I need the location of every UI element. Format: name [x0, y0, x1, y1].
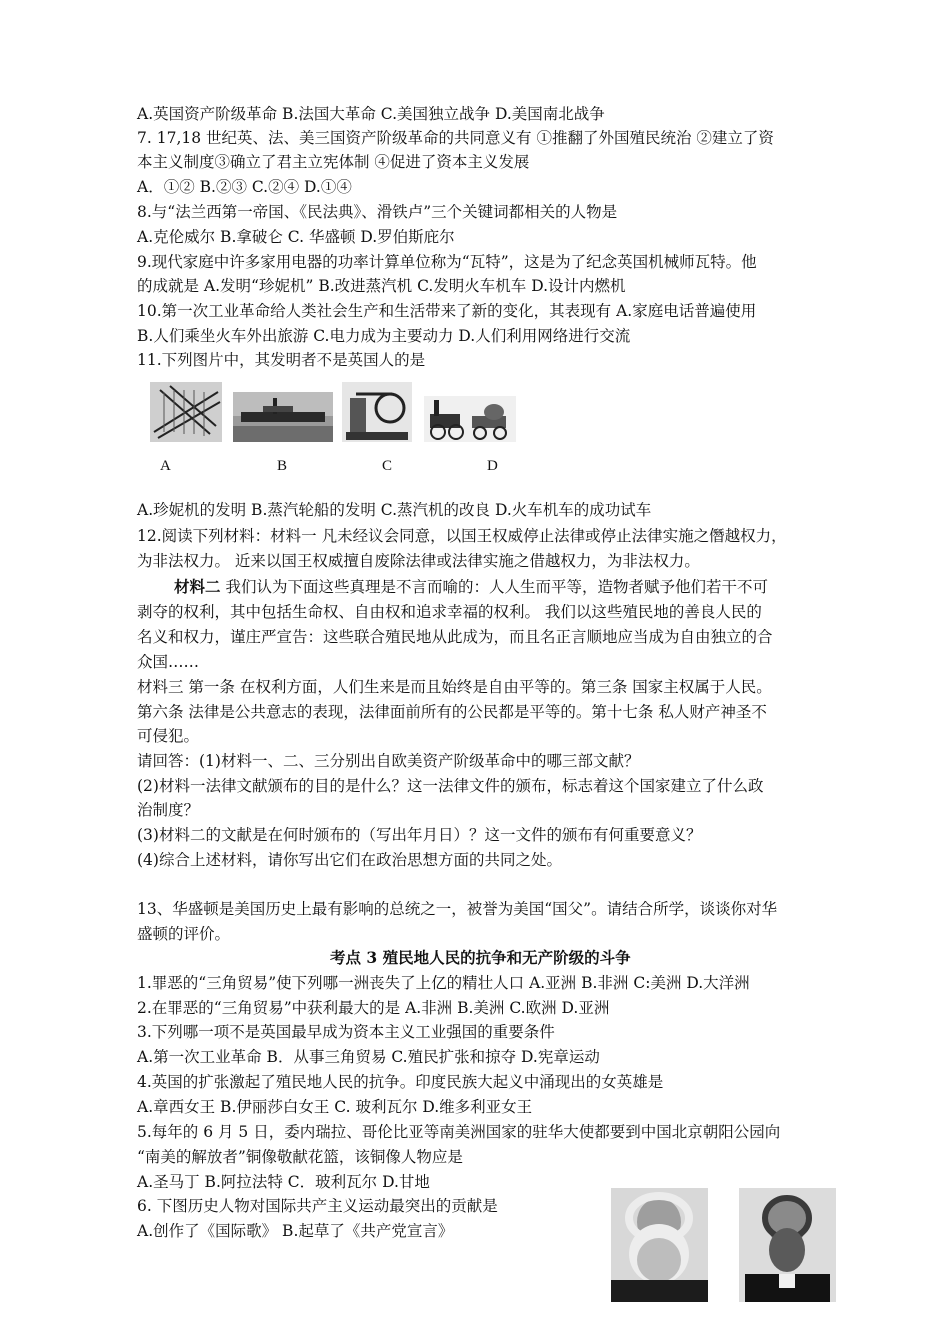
text-line: “南美的解放者”铜像敬献花篮，该铜像人物应是	[137, 1148, 463, 1166]
text-line: 13、华盛顿是美国历史上最有影响的总统之一，被誉为美国“国父”。请结合所学，谈谈你对华	[137, 900, 778, 918]
text-line: 本主义制度③确立了君主立宪体制 ④促进了资本主义发展	[137, 153, 530, 171]
steam-engine-image	[342, 382, 412, 442]
spinning-jenny-image	[150, 382, 222, 442]
text-line: 5.每年的 6 月 5 日，委内瑞拉、哥伦比亚等南美洲国家的驻华大使都要到中国北京朝阳公园向	[137, 1123, 781, 1141]
text-line: 名义和权力，谨庄严宣告：这些联合殖民地从此成为，而且名正言顺地应当成为自由独立的合	[137, 628, 773, 646]
text-line: 10.第一次工业革命给人类社会生产和生活带来了新的变化，其表现有 A.家庭电话普遍使用	[137, 302, 757, 320]
text-line: 11.下列图片中，其发明者不是英国人的是	[137, 351, 426, 369]
text-line: A.章西女王 B.伊丽莎白女王 C. 玻利瓦尔 D.维多利亚女王	[137, 1098, 533, 1116]
locomotive-image	[424, 396, 516, 442]
image-caption-b: B	[277, 458, 288, 474]
text-line: 为非法权力。 近来以国王权威擅自废除法律或法律实施之借越权力，为非法权力。	[137, 552, 700, 570]
text-line: 7. 17,18 世纪英、法、美三国资产阶级革命的共同意义有 ①推翻了外国殖民统治 ②建立了资	[137, 129, 774, 147]
material2-line	[174, 575, 768, 599]
material2-text: 我们认为下面这些真理是不言而喻的：人人生而平等，造物者赋予他们若干不可	[220, 578, 768, 596]
text-line: A.克伦威尔 B.拿破仑 C. 华盛顿 D.罗伯斯庇尔	[137, 228, 455, 246]
text-line: 盛顿的评价。	[137, 925, 231, 943]
image-caption-c: C	[382, 458, 393, 474]
text-line: 第六条 法律是公共意志的表现，法律面前所有的公民都是平等的。第十七条 私人财产神圣不	[137, 703, 767, 721]
text-line: 的成就是 A.发明“珍妮机” B.改进蒸汽机 C.发明火车机车 D.设计内燃机	[137, 277, 626, 295]
text-line: 12.阅读下列材料：材料一 凡未经议会同意，以国王权威停止法律或停止法律实施之僭越权力，	[137, 527, 787, 545]
section-title: 考点 3 殖民地人民的抗争和无产阶级的斗争	[330, 948, 631, 967]
text-line: 治制度？	[137, 801, 200, 819]
engels-portrait	[739, 1188, 836, 1302]
text-line: (3)材料二的文献是在何时颁布的（写出年月日）？这一文件的颁布有何重要意义？	[137, 826, 702, 844]
text-line: (2)材料一法律文献颁布的目的是什么？这一法律文件的颁布，标志着这个国家建立了什么政	[137, 777, 764, 795]
text-line: B.人们乘坐火车外出旅游 C.电力成为主要动力 D.人们利用网络进行交流	[137, 327, 631, 345]
text-line: 剥夺的权利，其中包括生命权、自由权和追求幸福的权利。 我们以这些殖民地的善良人民的	[137, 603, 762, 621]
text-line: 3.下列哪一项不是英国最早成为资本主义工业强国的重要条件	[137, 1023, 555, 1041]
text-line: (4)综合上述材料，请你写出它们在政治思想方面的共同之处。	[137, 851, 562, 869]
invention-images	[150, 382, 520, 442]
text-line: 9.现代家庭中许多家用电器的功率计算单位称为“瓦特”，这是为了纪念英国机械师瓦特。他	[137, 253, 757, 271]
text-line: A.创作了《国际歌》 B.起草了《共产党宣言》	[137, 1222, 454, 1240]
text-line: A.第一次工业革命 B．从事三角贸易 C.殖民扩张和掠夺 D.宪章运动	[137, 1048, 600, 1066]
text-line: 4.英国的扩张激起了殖民地人民的抗争。印度民族大起义中涌现出的女英雄是	[137, 1073, 664, 1091]
text-line: 众国……	[137, 653, 200, 671]
text-line: 可侵犯。	[137, 727, 200, 745]
marx-portrait	[611, 1188, 708, 1302]
text-line: A.圣马丁 B.阿拉法特 C．玻利瓦尔 D.甘地	[137, 1173, 430, 1191]
text-line: A．①② B.②③ C.②④ D.①④	[137, 178, 352, 196]
text-line: 6. 下图历史人物对国际共产主义运动最突出的贡献是	[137, 1197, 498, 1215]
steamboat-image	[233, 392, 333, 442]
text-line: 2.在罪恶的“三角贸易”中获利最大的是 A.非洲 B.美洲 C.欧洲 D.亚洲	[137, 999, 610, 1017]
text-line: A.英国资产阶级革命 B.法国大革命 C.美国独立战争 D.美国南北战争	[137, 105, 605, 123]
text-line: A.珍妮机的发明 B.蒸汽轮船的发明 C.蒸汽机的改良 D.火车机车的成功试车	[137, 501, 652, 519]
text-line: 1.罪恶的“三角贸易”使下列哪一洲丧失了上亿的精壮人口 A.亚洲 B.非洲 C:美洲 D.大洋洲	[137, 974, 750, 992]
image-caption-a: A	[160, 458, 171, 474]
text-line: 材料三 第一条 在权利方面，人们生来是而且始终是自由平等的。第三条 国家主权属于人民。	[137, 678, 772, 696]
text-line: 请回答：(1)材料一、二、三分别出自欧美资产阶级革命中的哪三部文献？	[137, 752, 640, 770]
material2-label: 材料二	[174, 577, 221, 596]
text-line: 8.与“法兰西第一帝国、《民法典》、滑铁卢”三个关键词都相关的人物是	[137, 203, 618, 221]
image-caption-d: D	[487, 458, 498, 474]
